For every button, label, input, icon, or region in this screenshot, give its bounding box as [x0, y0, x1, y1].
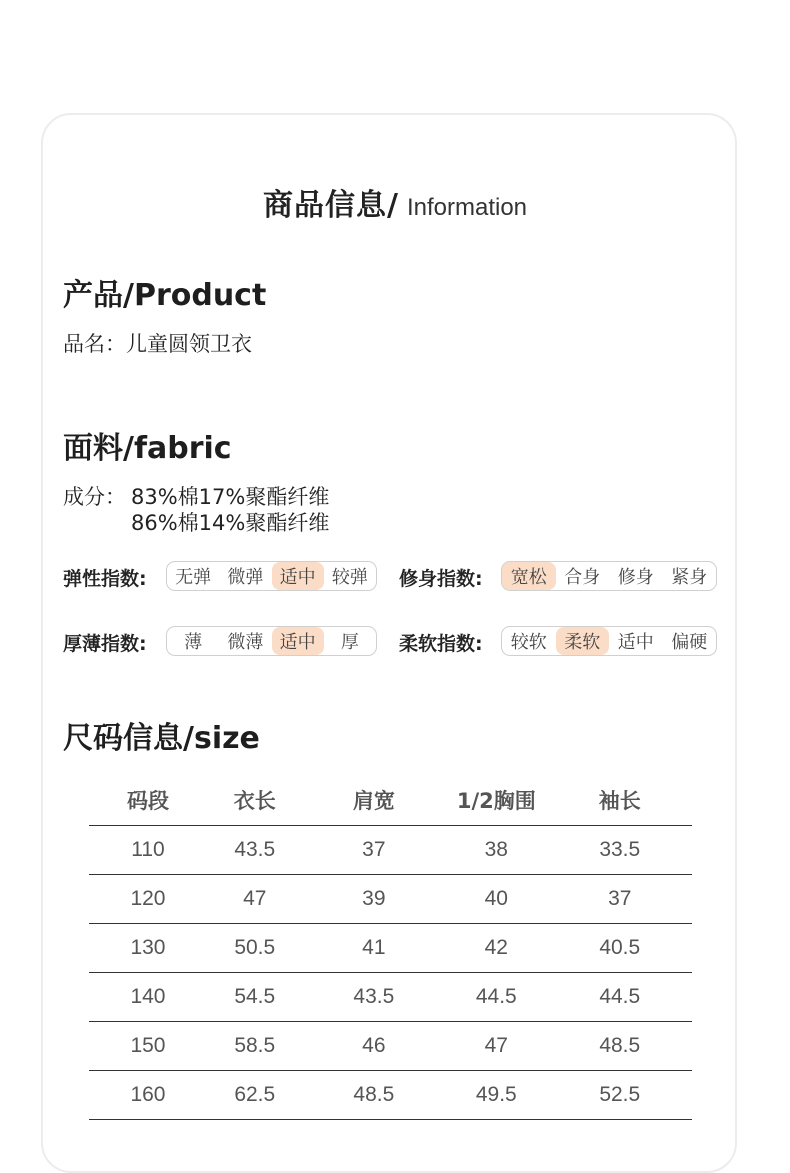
- composition-line-1: 83%棉17%聚酯纤维: [131, 485, 330, 509]
- table-row: [89, 1022, 692, 1071]
- table-cell: 130: [89, 924, 207, 973]
- scale-option: 无弹: [175, 567, 212, 588]
- elasticity-scale: [166, 561, 377, 591]
- scale-option: 合身: [564, 567, 601, 588]
- col-header: 袖长: [548, 775, 692, 826]
- table-cell: 40: [445, 875, 547, 924]
- table-cell: 48.5: [303, 1071, 445, 1120]
- col-header: 肩宽: [303, 775, 445, 826]
- table-cell: 62.5: [207, 1071, 303, 1120]
- table-cell: 33.5: [548, 826, 692, 875]
- scale-option: 较软: [510, 632, 547, 653]
- table-cell: 58.5: [207, 1022, 303, 1071]
- table-cell: 52.5: [548, 1071, 692, 1120]
- scale-option: 宽松: [502, 562, 556, 590]
- col-header: 衣长: [207, 775, 303, 826]
- scale-option: 适中: [272, 627, 324, 655]
- table-cell: 160: [89, 1071, 207, 1120]
- scale-option: 适中: [272, 562, 324, 590]
- table-cell: 39: [303, 875, 445, 924]
- softness-label: 柔软指数:: [399, 633, 483, 655]
- table-cell: 42: [445, 924, 547, 973]
- size-heading: 尺码信息/size: [63, 721, 260, 756]
- table-cell: 44.5: [548, 973, 692, 1022]
- table-cell: 44.5: [445, 973, 547, 1022]
- table-row: [89, 1071, 692, 1120]
- thickness-label: 厚薄指数:: [63, 633, 147, 655]
- scale-option: 偏硬: [671, 632, 708, 653]
- table-row: [89, 973, 692, 1022]
- table-cell: 41: [303, 924, 445, 973]
- table-cell: 47: [445, 1022, 547, 1071]
- fit-scale: [501, 561, 717, 591]
- table-cell: 54.5: [207, 973, 303, 1022]
- fit-label: 修身指数:: [399, 568, 483, 590]
- composition-line-2: 86%棉14%聚酯纤维: [131, 511, 330, 535]
- softness-scale: [501, 626, 717, 656]
- table-cell: 46: [303, 1022, 445, 1071]
- scale-option: 微薄: [227, 632, 264, 653]
- product-heading: 产品/Product: [63, 278, 267, 313]
- scale-option: 薄: [184, 632, 203, 653]
- table-cell: 140: [89, 973, 207, 1022]
- size-table: [89, 775, 692, 1120]
- table-cell: 48.5: [548, 1022, 692, 1071]
- scale-option: 适中: [617, 632, 654, 653]
- elasticity-label: 弹性指数:: [63, 568, 147, 590]
- scale-option: 厚: [340, 632, 359, 653]
- size-table-header: [89, 775, 692, 826]
- table-cell: 50.5: [207, 924, 303, 973]
- table-cell: 47: [207, 875, 303, 924]
- table-cell: 37: [548, 875, 692, 924]
- composition-label: 成分：: [63, 485, 126, 509]
- table-cell: 43.5: [207, 826, 303, 875]
- table-cell: 150: [89, 1022, 207, 1071]
- table-cell: 110: [89, 826, 207, 875]
- page-title: [0, 180, 790, 224]
- table-row: [89, 875, 692, 924]
- table-cell: 43.5: [303, 973, 445, 1022]
- table-cell: 120: [89, 875, 207, 924]
- scale-option: 较弹: [331, 567, 368, 588]
- col-header: 1/2胸围: [445, 775, 547, 826]
- col-header: 码段: [89, 775, 207, 826]
- scale-option: 修身: [617, 567, 654, 588]
- table-row: [89, 924, 692, 973]
- title-en: Information: [406, 194, 528, 221]
- scale-option: 微弹: [227, 567, 264, 588]
- table-row: [89, 826, 692, 875]
- product-name: 品名：儿童圆领卫衣: [63, 332, 252, 356]
- fabric-heading: 面料/fabric: [63, 431, 232, 466]
- title-cn: 商品信息/: [262, 188, 399, 223]
- scale-option: 紧身: [671, 567, 708, 588]
- table-cell: 37: [303, 826, 445, 875]
- thickness-scale: [166, 626, 377, 656]
- scale-option: 柔软: [556, 627, 610, 655]
- table-cell: 49.5: [445, 1071, 547, 1120]
- table-cell: 38: [445, 826, 547, 875]
- table-cell: 40.5: [548, 924, 692, 973]
